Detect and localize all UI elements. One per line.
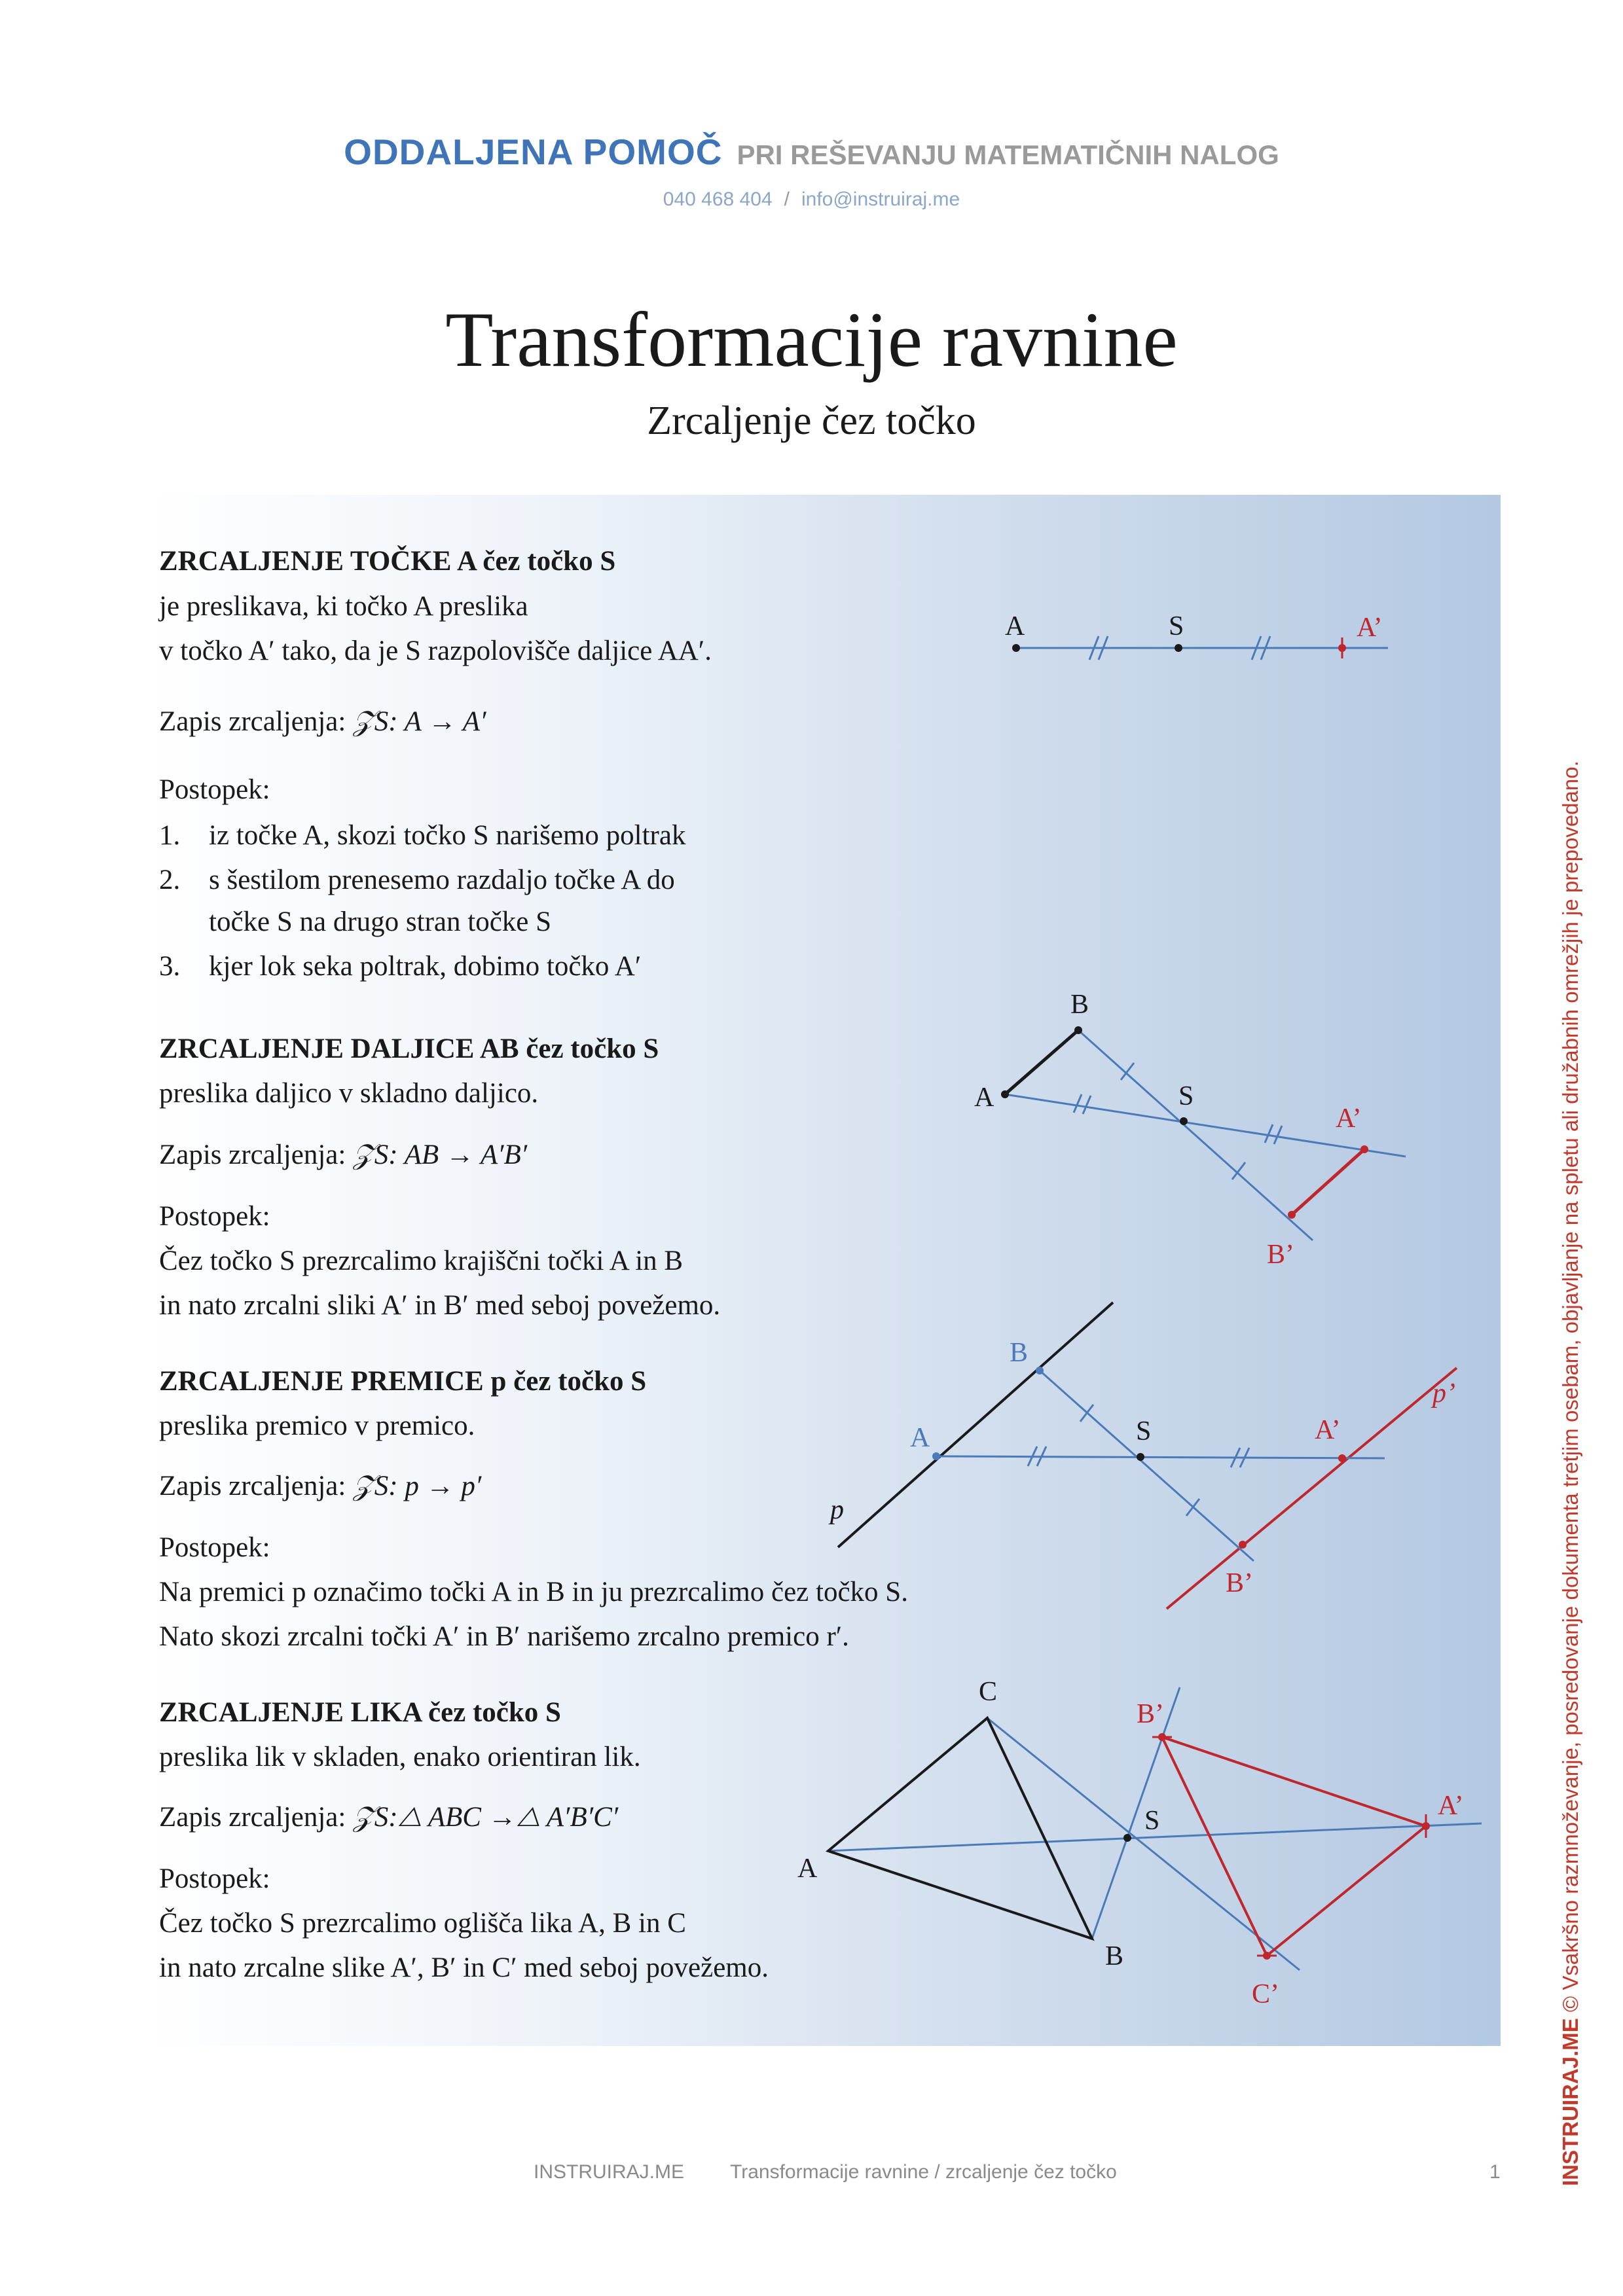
section-premica-p2: Nato skozi zrcalni točki A′ in B′ narišemo zrcalno premico r′. [159,1621,849,1652]
step-number: 2. [159,865,181,895]
label-c-prime: C’ [1252,1979,1279,2009]
label-b-prime: B’ [1267,1240,1294,1270]
header-tagline: PRI REŠEVANJU MATEMATIČNIH NALOG [737,139,1279,170]
triangle-a-prime-b-prime-c-prime [1162,1737,1426,1956]
point-c-prime [1263,1952,1271,1960]
section-premica-p1: Na premici p označimo točki A in B in ju prezrcalimo čez točko S. [159,1577,908,1607]
point-s [1175,644,1182,652]
section-daljica-heading: ZRCALJENJE DALJICE AB čez točko S [159,1033,659,1064]
label-s: S [1136,1416,1152,1446]
header-separator: / [784,188,790,210]
line-a-through-s [936,1456,1385,1458]
step-text: točke S na drugo stran točke S [209,906,552,937]
label-a: A [1005,611,1025,641]
step-number: 3. [159,951,181,982]
point-a-prime [1360,1145,1368,1153]
label-s: S [1178,1081,1194,1111]
footer-site: INSTRUIRAJ.ME [534,2161,685,2183]
figure-line-reflection [828,1302,1457,1609]
tick-mark [1265,1124,1273,1143]
label-s: S [1169,611,1184,641]
label-b: B [1010,1338,1029,1368]
tick-mark [1186,1499,1199,1516]
notation-formula: 𝒵S:△ ABC →△ A′B′C′ [353,1802,619,1833]
line-p-prime [1167,1368,1457,1609]
page-title: Transformacije ravnine [445,296,1178,383]
figure-segment-reflection [974,990,1406,1270]
label-c: C [979,1677,998,1707]
side-brand: INSTRUIRAJ.ME [1558,2018,1582,2186]
label-a-prime: A’ [1315,1415,1341,1445]
tick-mark [1083,1096,1091,1114]
copyright-side-note [1558,761,1583,2186]
notation-label: Zapis zrcaljenja: [159,706,346,737]
point-b-prime [1158,1733,1166,1741]
point-a [1012,644,1020,652]
label-a-prime: A’ [1336,1103,1362,1134]
section-daljica-procedure-label: Postopek: [159,1201,270,1232]
label-a-prime: A’ [1357,613,1383,643]
point-b [1036,1367,1044,1374]
section-lik-heading: ZRCALJENJE LIKA čez točko S [159,1697,561,1728]
point-a [932,1452,940,1460]
step-number: 1. [159,820,181,851]
section-daljica-line1: preslika daljico v skladno daljico. [159,1078,539,1109]
side-copyright-text: © Vsakršno razmnoževanje, posredovanje dokumenta tretjim osebam, objavljanje na spletu ali družabnih omrežjih je prepovedano. [1558,761,1582,2013]
notation-label: Zapis zrcaljenja: [159,1139,346,1170]
step-text: s šestilom prenesemo razdaljo točke A do [209,865,675,895]
notation-label: Zapis zrcaljenja: [159,1471,346,1501]
point-a [1001,1090,1009,1098]
step-text: kjer lok seka poltrak, dobimo točko A′ [209,951,642,982]
segment-a-prime-b-prime [1292,1149,1364,1215]
figure-point-reflection [1005,611,1388,660]
notation-label: Zapis zrcaljenja: [159,1802,346,1833]
line-b-through-s [1040,1371,1254,1561]
label-a: A [797,1854,818,1884]
point-a-prime [1338,644,1346,652]
point-s [1137,1453,1144,1461]
notation-formula: 𝒵S: p → p′ [353,1471,482,1501]
notation-formula: 𝒵S: AB → A′B′ [353,1139,528,1170]
footer-page-number: 1 [1489,2161,1501,2183]
label-a: A [974,1083,994,1113]
line-p [838,1302,1113,1547]
step-text: iz točke A, skozi točko S narišemo poltrak [209,820,686,851]
section-tocka-procedure-label: Postopek: [159,774,270,805]
figure-triangle-reflection [797,1677,1482,2009]
triangle-abc [828,1718,1092,1939]
point-s [1123,1834,1131,1842]
tick-mark [1074,1094,1082,1113]
point-a-prime [1422,1822,1430,1830]
label-b: B [1070,990,1089,1020]
header-phone[interactable]: 040 468 404 [663,188,773,210]
section-lik-procedure-label: Postopek: [159,1863,270,1894]
label-p: p [830,1495,844,1525]
header-email[interactable]: info@instruiraj.me [801,188,960,210]
section-tocka-line1: je preslikava, ki točko A preslika [159,591,528,622]
section-daljica-p2: in nato zrcalni sliki A′ in B′ med seboj povežemo. [159,1290,721,1321]
section-lik-p1: Čez točko S prezrcalimo oglišča lika A, B in C [159,1908,686,1939]
segment-ab [1005,1030,1078,1094]
section-premica-heading: ZRCALJENJE PREMICE p čez točko S [159,1366,647,1397]
section-premica-line1: preslika premico v premico. [159,1410,475,1441]
section-tocka-line2: v točko A′ tako, da je S razpolovišče daljice AA′. [159,636,712,666]
label-b: B [1105,1941,1124,1971]
point-a-prime [1338,1454,1346,1462]
label-p-prime: p’ [1432,1378,1455,1408]
line-c-through-s [987,1718,1300,1970]
label-a: A [910,1423,930,1453]
label-s: S [1144,1806,1160,1836]
header-brand: ODDALJENA POMOČ [344,132,723,172]
section-tocka-heading: ZRCALJENJE TOČKE A čez točko S [159,546,616,577]
label-a-prime: A’ [1438,1791,1464,1821]
label-b-prime: B’ [1226,1568,1253,1598]
section-lik-p2: in nato zrcalne slike A′, B′ in C′ med seboj povežemo. [159,1952,769,1983]
point-b-prime [1239,1541,1247,1549]
notation-formula: 𝒵S: A → A′ [353,706,486,737]
point-b [1074,1026,1082,1034]
label-b-prime: B’ [1137,1699,1164,1729]
section-premica-procedure-label: Postopek: [159,1532,270,1563]
section-daljica-p1: Čez točko S prezrcalimo krajiščni točki A in B [159,1246,684,1276]
point-s [1180,1117,1188,1125]
footer-document-title: Transformacije ravnine / zrcaljenje čez točko [730,2161,1117,2183]
point-b-prime [1288,1211,1296,1219]
section-lik-line1: preslika lik v skladen, enako orientiran lik. [159,1742,641,1772]
tick-mark [1274,1126,1282,1144]
page-subtitle: Zrcaljenje čez točko [647,399,976,443]
